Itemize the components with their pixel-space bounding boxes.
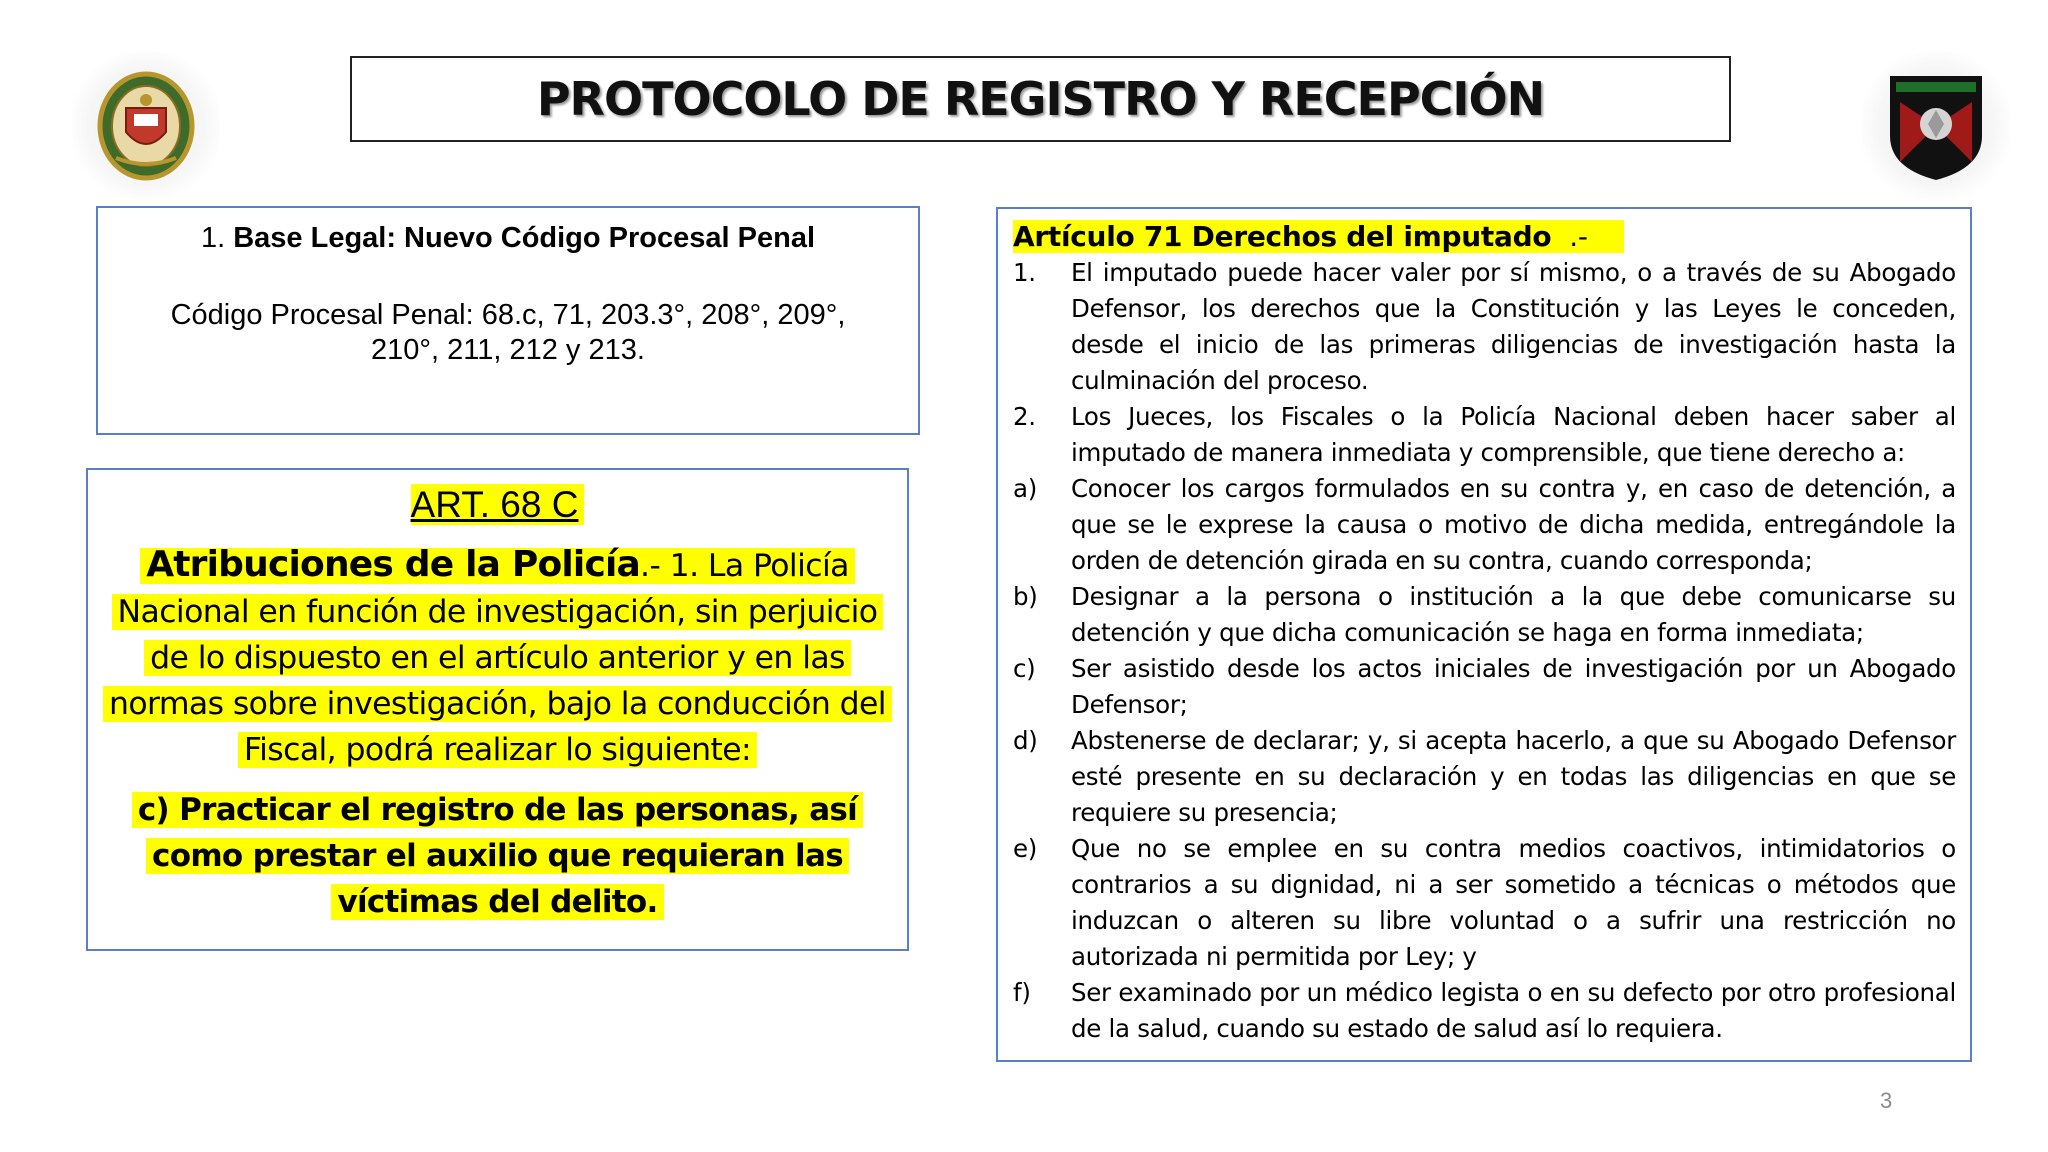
art71-title-line [1013,219,1956,255]
list-item [1013,651,1956,723]
list-item [1013,975,1956,1047]
list-item-text: Conocer los cargos formulados en su contra y, en caso de detención, a que se le exprese la causa o motivo de dicha medida, entregándole la orden de detención girada en su contra, cuando corresponda; [1071,474,1956,575]
code-references [98,298,918,368]
list-marker: b) [1013,582,1038,611]
code-references-line-2: 210°, 211, 212 y 213. [371,334,645,366]
police-shield-emblem-icon [72,52,220,200]
list-item-text: El imputado puede hacer valer por sí mismo, o a través de su Abogado Defensor, los derechos que la Constitución y las Leyes le conceden, desde el inicio de las primeras diligencias de investigación hasta la culminación del proceso. [1071,258,1956,395]
list-item-text: Ser examinado por un médico legista o en su defecto por otro profesional de la salud, cuando su estado de salud así lo requiera. [1071,978,1956,1043]
list-item [1013,831,1956,975]
list-marker: f) [1013,978,1031,1007]
list-item [1013,255,1956,399]
art68-item-c: c) Practicar el registro de las personas, así como prestar el auxilio que requieran las víctimas del delito. [132,792,863,920]
page-title: PROTOCOLO DE REGISTRO Y RECEPCIÓN [536,72,1545,126]
art71-title [1013,220,1624,253]
list-marker: 2. [1013,402,1036,431]
base-legal-box [96,206,920,435]
list-item-text: Que no se emplee en su contra medios coactivos, intimidatorios o contrarios a su dignidad, ni a ser sometido a técnicas o métodos que induzcan o alteren su libre voluntad o a sufrir una restricción no autorizada ni permitida por Ley; y [1071,834,1956,971]
list-marker: c) [1013,654,1036,683]
base-legal-heading [98,221,918,256]
page-number: 3 [1880,1088,1893,1113]
list-item [1013,399,1956,471]
art68-body [88,542,907,773]
base-legal-heading-text: Base Legal: Nuevo Código Procesal Penal [233,222,816,254]
code-references-line-1: Código Procesal Penal: 68.c, 71, 203.3°, 208°, 209°, [170,299,846,331]
art71-title-text: Artículo 71 Derechos del imputado [1013,220,1569,253]
police-unit-insignia-icon [1862,52,2010,200]
art71-box [996,207,1972,1062]
art71-title-suffix: .- [1569,220,1605,253]
art68-body-text: .- 1. La Policía Nacional en función de investigación, sin perjuicio de lo dispuesto en el artículo anterior y en las normas sobre investigación, bajo la conducción del Fiscal, podrá realizar lo siguiente: [109,548,886,768]
base-legal-number: 1. [200,222,226,254]
list-item-text: Abstenerse de declarar; y, si acepta hacerlo, a que su Abogado Defensor esté presente en su declaración y en todas las diligencias en que se requiere su presencia; [1071,726,1956,827]
list-marker: d) [1013,726,1038,755]
art68-lead: Atribuciones de la Policía [146,544,641,585]
art71-list [1013,255,1956,1047]
list-marker: 1. [1013,258,1036,287]
list-item-text: Ser asistido desde los actos iniciales de investigación por un Abogado Defensor; [1071,654,1956,719]
list-marker: a) [1013,474,1037,503]
list-item-text: Los Jueces, los Fiscales o la Policía Nacional deben hacer saber al imputado de manera inmediata y comprensible, que tiene derecho a: [1071,402,1956,467]
list-item [1013,471,1956,579]
art68-box [86,468,909,951]
list-item-text: Designar a la persona o institución a la que debe comunicarse su detención y que dicha comunicación se haga en forma inmediata; [1071,582,1956,647]
list-marker: e) [1013,834,1038,863]
title-box [350,56,1731,142]
list-item [1013,723,1956,831]
art68-title: ART. 68 C [411,484,585,525]
list-item [1013,579,1956,651]
